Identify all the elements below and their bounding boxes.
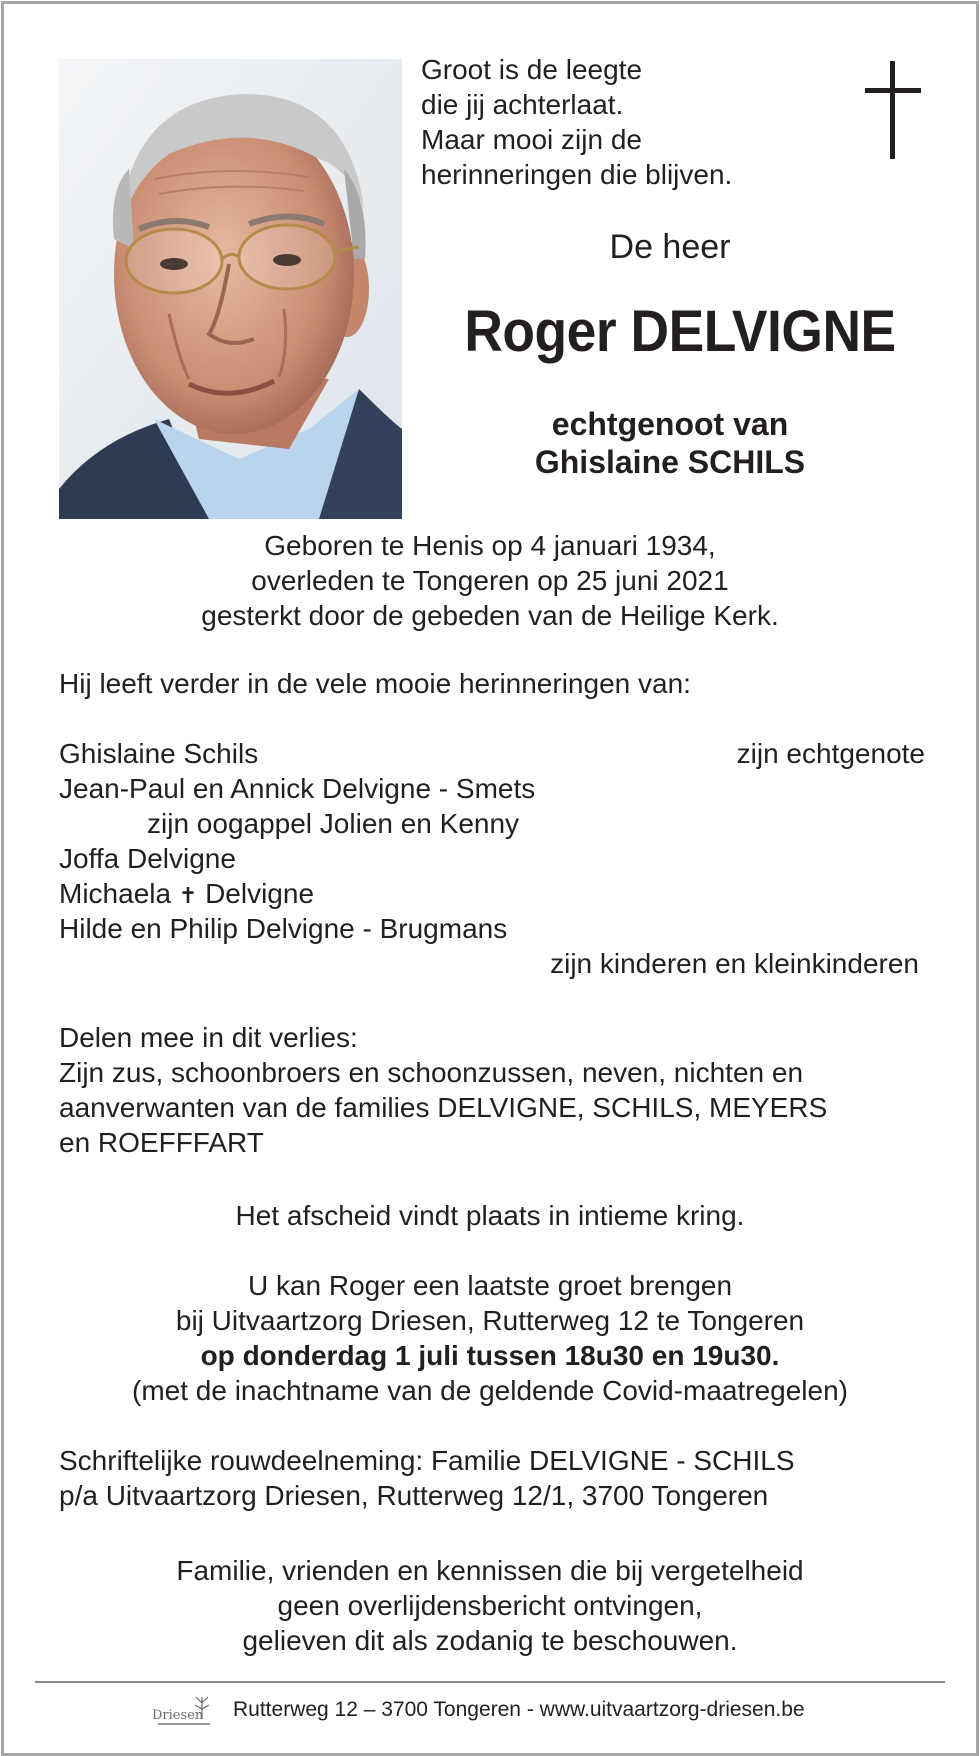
visit-date: op donderdag 1 juli tussen 18u30 en 19u30. (200, 1340, 780, 1371)
share-loss (59, 1020, 827, 1160)
condolence-address (59, 1443, 795, 1513)
condolence-line: p/a Uitvaartzorg Driesen, Rutterweg 12/1, 3700 Tongeren (59, 1480, 769, 1511)
poem-line: die jij achterlaat. (421, 89, 624, 120)
share-line: aanverwanten van de families DELVIGNE, SCHILS, MEYERS (59, 1092, 828, 1123)
driesen-logo (150, 1689, 220, 1733)
small-cross-icon: ✝ (178, 883, 198, 908)
poem (421, 52, 732, 192)
poem-line: herinneringen die blijven. (421, 159, 733, 190)
share-line: Delen mee in dit verlies: (59, 1022, 358, 1053)
share-line: Zijn zus, schoonbroers en schoonzussen, neven, nichten en (59, 1057, 804, 1088)
family-member: Joffa Delvigne (59, 843, 236, 874)
closing-line: Familie, vrienden en kennissen die bij vergetelheid (176, 1555, 804, 1586)
portrait-photo (59, 59, 402, 519)
visit-line: U kan Roger een laatste groet brengen (247, 1270, 733, 1301)
family-list (59, 736, 925, 981)
family-member-deceased (59, 876, 925, 911)
spouse-line: Ghislaine SCHILS (534, 444, 806, 480)
share-line: en ROEFFFART (59, 1127, 264, 1158)
footer-address: Rutterweg 12 – 3700 Tongeren - www.uitvaartzorg-driesen.be (233, 1698, 805, 1721)
honorific: De heer (609, 228, 731, 266)
farewell: Het afscheid vindt plaats in intieme kring. (235, 1200, 745, 1231)
spouse-line: echtgenoot van (551, 406, 789, 442)
poem-line: Groot is de leegte (421, 54, 643, 85)
death-line: overleden te Tongeren op 25 juni 2021 (251, 565, 729, 596)
birth-death-info (40, 528, 940, 633)
memories-intro: Hij leeft verder in de vele mooie herinneringen van: (59, 668, 691, 699)
spouse-mention (470, 405, 870, 481)
family-spouse-name: Ghislaine Schils (59, 738, 259, 769)
closing-line: gelieven dit als zodanig te beschouwen. (242, 1625, 738, 1656)
visit-note: (met de inachtname van de geldende Covid-maatregelen) (132, 1375, 848, 1406)
cross-icon (865, 61, 921, 159)
family-member: Hilde en Philip Delvigne - Brugmans (59, 913, 508, 944)
condolence-line: Schriftelijke rouwdeelneming: Familie DELVIGNE - SCHILS (59, 1445, 795, 1476)
deceased-name: Roger DELVIGNE (464, 299, 896, 364)
church-line: gesterkt door de gebeden van de Heilige Kerk. (201, 600, 779, 631)
poem-line: Maar mooi zijn de (421, 124, 642, 155)
closing-line: geen overlijdensbericht ontvingen, (277, 1590, 703, 1621)
visit-line: bij Uitvaartzorg Driesen, Rutterweg 12 te Tongeren (175, 1305, 805, 1336)
logo-text: Driesen (152, 1708, 204, 1723)
footer-divider (35, 1681, 945, 1683)
closing-note (40, 1553, 940, 1658)
family-member: Jean-Paul en Annick Delvigne - Smets (59, 773, 536, 804)
family-grandchildren: zijn oogappel Jolien en Kenny (147, 808, 520, 839)
children-role: zijn kinderen en kleinkinderen (550, 948, 919, 979)
visit-info (40, 1268, 940, 1408)
michaela-last: Delvigne (205, 878, 315, 909)
family-spouse-role: zijn echtgenote (736, 738, 925, 769)
born-line: Geboren te Henis op 4 januari 1934, (264, 530, 716, 561)
michaela-first: Michaela (59, 878, 172, 909)
